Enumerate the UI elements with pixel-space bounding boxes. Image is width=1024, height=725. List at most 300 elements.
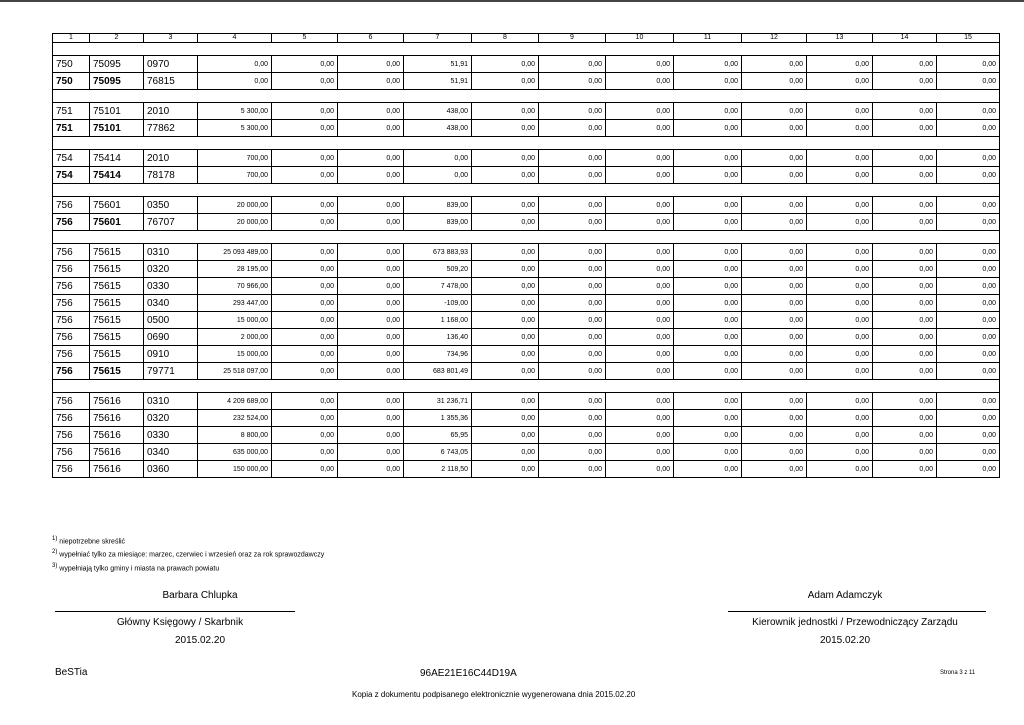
cell-amount: 0,00: [742, 363, 807, 380]
cell-amount: 0,00: [937, 150, 1000, 167]
table-row: [53, 150, 1000, 167]
table-row: [53, 56, 1000, 73]
cell-amount: 0,00: [742, 120, 807, 137]
cell-amount: 0,00: [272, 278, 338, 295]
cell-paragraph: 0910: [144, 346, 198, 363]
cell-amount: 0,00: [937, 214, 1000, 231]
cell-amount: 0,00: [606, 312, 674, 329]
table-row: [53, 444, 1000, 461]
cell-section: 756: [53, 261, 90, 278]
group-spacer: [53, 137, 1000, 150]
column-number: 14: [873, 34, 937, 43]
cell-amount: 0,00: [472, 103, 539, 120]
cell-amount: 0,00: [674, 261, 742, 278]
cell-amount: 0,00: [937, 329, 1000, 346]
table-row: [53, 197, 1000, 214]
cell-amount: 0,00: [807, 312, 873, 329]
table-row: [53, 103, 1000, 120]
cell-amount: 0,00: [472, 410, 539, 427]
cell-amount: 509,20: [404, 261, 472, 278]
cell-amount: 0,00: [539, 120, 606, 137]
cell-amount: 0,00: [674, 346, 742, 363]
cell-amount: 0,00: [272, 103, 338, 120]
cell-amount: 0,00: [873, 393, 937, 410]
cell-section: 750: [53, 56, 90, 73]
document-code: 96AE21E16C44D19A: [420, 668, 517, 679]
footnote: $^{2)}$ wypełniać tylko za miesiące: marzec, czerwiec i wrzesień oraz za rok sprawozdawczy: [52, 549, 325, 559]
cell-amount: 2 118,50: [404, 461, 472, 478]
cell-amount: 0,00: [937, 261, 1000, 278]
cell-amount: 0,00: [742, 410, 807, 427]
cell-paragraph: 0690: [144, 329, 198, 346]
cell-amount: 0,00: [606, 56, 674, 73]
cell-section: 756: [53, 312, 90, 329]
cell-paragraph: 0320: [144, 261, 198, 278]
column-number: 15: [937, 34, 1000, 43]
cell-amount: 0,00: [472, 120, 539, 137]
cell-amount: 0,00: [937, 444, 1000, 461]
cell-chapter: 75414: [90, 150, 144, 167]
cell-amount: 0,00: [873, 346, 937, 363]
cell-section: 756: [53, 329, 90, 346]
cell-chapter: 75615: [90, 295, 144, 312]
cell-amount: 0,00: [742, 295, 807, 312]
cell-amount: 0,00: [873, 329, 937, 346]
footnote: $^{1)}$ niepotrzebne skreślić: [52, 536, 126, 546]
cell-amount: 0,00: [606, 244, 674, 261]
cell-amount: 0,00: [539, 56, 606, 73]
cell-paragraph: 0330: [144, 427, 198, 444]
cell-amount: 0,00: [539, 312, 606, 329]
cell-amount: 0,00: [338, 103, 404, 120]
cell-amount: 0,00: [338, 346, 404, 363]
cell-amount: 0,00: [873, 150, 937, 167]
cell-amount: 0,00: [198, 73, 272, 90]
cell-section: 751: [53, 120, 90, 137]
cell-paragraph: 77862: [144, 120, 198, 137]
cell-paragraph: 0340: [144, 295, 198, 312]
column-number: 8: [472, 34, 539, 43]
cell-amount: 0,00: [539, 461, 606, 478]
footnote: $^{3)}$ wypełniają tylko gminy i miasta na prawach powiatu: [52, 562, 220, 572]
cell-amount: 0,00: [674, 244, 742, 261]
table-row: [53, 410, 1000, 427]
table-row-total: [53, 363, 1000, 380]
cell-amount: 0,00: [807, 261, 873, 278]
cell-amount: 0,00: [807, 346, 873, 363]
cell-amount: 0,00: [272, 346, 338, 363]
cell-amount: 0,00: [873, 410, 937, 427]
cell-amount: 438,00: [404, 103, 472, 120]
cell-amount: 0,00: [674, 214, 742, 231]
signer-left-date: 2015.02.20: [174, 635, 226, 646]
table-row: [53, 278, 1000, 295]
cell-amount: 0,00: [674, 56, 742, 73]
cell-amount: 0,00: [674, 312, 742, 329]
cell-amount: 0,00: [404, 150, 472, 167]
cell-amount: 0,00: [539, 103, 606, 120]
cell-amount: 0,00: [606, 120, 674, 137]
cell-amount: 0,00: [606, 363, 674, 380]
cell-amount: 0,00: [807, 393, 873, 410]
cell-amount: 0,00: [606, 261, 674, 278]
table-row: [53, 393, 1000, 410]
signer-left-role: Główny Księgowy / Skarbnik: [116, 617, 244, 628]
cell-paragraph: 76815: [144, 73, 198, 90]
table-row-total: [53, 167, 1000, 184]
cell-amount: 0,00: [742, 214, 807, 231]
cell-amount: 0,00: [873, 444, 937, 461]
cell-paragraph: 0360: [144, 461, 198, 478]
cell-amount: 8 800,00: [198, 427, 272, 444]
cell-amount: 150 000,00: [198, 461, 272, 478]
cell-amount: 293 447,00: [198, 295, 272, 312]
cell-amount: 0,00: [272, 312, 338, 329]
cell-amount: 0,00: [539, 329, 606, 346]
table-row: [53, 295, 1000, 312]
cell-amount: 0,00: [937, 393, 1000, 410]
cell-amount: 0,00: [606, 461, 674, 478]
cell-amount: 1 355,36: [404, 410, 472, 427]
column-number: 3: [144, 34, 198, 43]
cell-amount: 15 000,00: [198, 312, 272, 329]
cell-amount: 232 524,00: [198, 410, 272, 427]
cell-chapter: 75615: [90, 312, 144, 329]
cell-amount: 0,00: [742, 56, 807, 73]
cell-amount: 0,00: [338, 329, 404, 346]
cell-amount: 0,00: [404, 167, 472, 184]
signer-right-date: 2015.02.20: [819, 635, 871, 646]
cell-amount: 700,00: [198, 167, 272, 184]
cell-paragraph: 76707: [144, 214, 198, 231]
cell-amount: 0,00: [674, 461, 742, 478]
cell-amount: 0,00: [606, 427, 674, 444]
cell-paragraph: 0350: [144, 197, 198, 214]
cell-chapter: 75615: [90, 329, 144, 346]
cell-amount: 2 000,00: [198, 329, 272, 346]
cell-amount: 0,00: [674, 103, 742, 120]
cell-section: 756: [53, 278, 90, 295]
cell-amount: 839,00: [404, 214, 472, 231]
cell-section: 750: [53, 73, 90, 90]
cell-amount: 28 195,00: [198, 261, 272, 278]
column-number: 1: [53, 34, 90, 43]
cell-amount: 0,00: [674, 120, 742, 137]
cell-amount: 0,00: [606, 278, 674, 295]
signature-line-left: [55, 611, 295, 612]
cell-amount: 0,00: [338, 150, 404, 167]
cell-amount: 0,00: [272, 444, 338, 461]
cell-paragraph: 0310: [144, 244, 198, 261]
cell-amount: 51,91: [404, 56, 472, 73]
cell-amount: 0,00: [937, 363, 1000, 380]
cell-amount: 0,00: [807, 197, 873, 214]
cell-section: 756: [53, 393, 90, 410]
cell-amount: 0,00: [873, 261, 937, 278]
cell-amount: 0,00: [807, 73, 873, 90]
cell-amount: 0,00: [472, 346, 539, 363]
footnotes: [52, 534, 324, 574]
cell-amount: 0,00: [338, 56, 404, 73]
cell-amount: 0,00: [937, 73, 1000, 90]
cell-amount: 0,00: [937, 197, 1000, 214]
cell-amount: 31 236,71: [404, 393, 472, 410]
cell-amount: 0,00: [873, 167, 937, 184]
cell-section: 754: [53, 167, 90, 184]
cell-amount: 0,00: [539, 73, 606, 90]
cell-amount: 0,00: [807, 295, 873, 312]
cell-amount: 0,00: [742, 103, 807, 120]
cell-chapter: 75101: [90, 103, 144, 120]
cell-amount: 0,00: [606, 393, 674, 410]
cell-paragraph: 0970: [144, 56, 198, 73]
cell-amount: 0,00: [272, 461, 338, 478]
cell-amount: 0,00: [937, 278, 1000, 295]
cell-paragraph: 79771: [144, 363, 198, 380]
cell-amount: 51,91: [404, 73, 472, 90]
table-row-total: [53, 73, 1000, 90]
cell-amount: 0,00: [807, 214, 873, 231]
cell-section: 756: [53, 295, 90, 312]
column-number: 12: [742, 34, 807, 43]
cell-amount: 0,00: [539, 427, 606, 444]
cell-amount: 0,00: [272, 56, 338, 73]
cell-amount: 0,00: [539, 444, 606, 461]
cell-amount: 0,00: [742, 150, 807, 167]
cell-amount: 0,00: [606, 167, 674, 184]
signature-line-right: [728, 611, 986, 612]
cell-amount: 0,00: [338, 214, 404, 231]
cell-amount: 0,00: [742, 197, 807, 214]
cell-section: 751: [53, 103, 90, 120]
cell-amount: 0,00: [873, 312, 937, 329]
cell-amount: 839,00: [404, 197, 472, 214]
cell-chapter: 75616: [90, 410, 144, 427]
cell-amount: 0,00: [937, 346, 1000, 363]
cell-amount: 0,00: [807, 56, 873, 73]
table-row: [53, 346, 1000, 363]
cell-amount: 0,00: [272, 73, 338, 90]
group-spacer: [53, 43, 1000, 56]
cell-amount: 0,00: [472, 244, 539, 261]
cell-amount: 0,00: [539, 197, 606, 214]
cell-amount: 0,00: [472, 329, 539, 346]
cell-amount: 683 801,49: [404, 363, 472, 380]
cell-amount: 20 000,00: [198, 214, 272, 231]
cell-chapter: 75615: [90, 363, 144, 380]
cell-amount: 0,00: [606, 295, 674, 312]
cell-section: 756: [53, 427, 90, 444]
cell-amount: 25 518 097,00: [198, 363, 272, 380]
cell-paragraph: 78178: [144, 167, 198, 184]
cell-amount: 0,00: [742, 393, 807, 410]
cell-amount: 4 209 689,00: [198, 393, 272, 410]
cell-amount: 1 168,00: [404, 312, 472, 329]
column-number: 7: [404, 34, 472, 43]
cell-paragraph: 0340: [144, 444, 198, 461]
cell-amount: 0,00: [937, 312, 1000, 329]
cell-section: 756: [53, 461, 90, 478]
cell-section: 756: [53, 363, 90, 380]
cell-amount: 0,00: [807, 120, 873, 137]
cell-amount: 0,00: [539, 150, 606, 167]
cell-amount: 0,00: [674, 427, 742, 444]
cell-paragraph: 0330: [144, 278, 198, 295]
cell-amount: 0,00: [606, 214, 674, 231]
cell-amount: 0,00: [338, 393, 404, 410]
cell-amount: 0,00: [674, 295, 742, 312]
cell-amount: 0,00: [472, 150, 539, 167]
cell-section: 756: [53, 214, 90, 231]
cell-paragraph: 0500: [144, 312, 198, 329]
cell-section: 756: [53, 410, 90, 427]
cell-amount: 0,00: [272, 197, 338, 214]
cell-amount: 0,00: [472, 214, 539, 231]
cell-amount: 0,00: [674, 444, 742, 461]
cell-amount: 0,00: [807, 167, 873, 184]
cell-amount: 0,00: [338, 312, 404, 329]
column-number: 9: [539, 34, 606, 43]
cell-amount: 0,00: [937, 167, 1000, 184]
cell-chapter: 75414: [90, 167, 144, 184]
cell-amount: 0,00: [674, 393, 742, 410]
cell-chapter: 75095: [90, 73, 144, 90]
cell-amount: 0,00: [338, 244, 404, 261]
cell-amount: 0,00: [742, 461, 807, 478]
cell-amount: 0,00: [272, 214, 338, 231]
cell-amount: 0,00: [338, 295, 404, 312]
cell-amount: 0,00: [807, 278, 873, 295]
cell-amount: 0,00: [937, 56, 1000, 73]
cell-amount: 0,00: [674, 150, 742, 167]
column-number: 6: [338, 34, 404, 43]
cell-amount: 0,00: [873, 103, 937, 120]
cell-amount: 673 883,93: [404, 244, 472, 261]
cell-amount: 0,00: [338, 261, 404, 278]
cell-amount: 0,00: [873, 461, 937, 478]
column-number: 4: [198, 34, 272, 43]
cell-amount: 0,00: [272, 427, 338, 444]
group-spacer: [53, 231, 1000, 244]
cell-amount: 0,00: [338, 120, 404, 137]
table-row-total: [53, 120, 1000, 137]
cell-amount: 0,00: [873, 214, 937, 231]
cell-amount: 0,00: [937, 410, 1000, 427]
cell-amount: 0,00: [937, 244, 1000, 261]
column-number-header: [53, 34, 1000, 43]
cell-amount: 0,00: [539, 261, 606, 278]
cell-amount: 0,00: [338, 167, 404, 184]
table-row: [53, 427, 1000, 444]
cell-amount: 0,00: [873, 197, 937, 214]
cell-amount: 0,00: [606, 197, 674, 214]
cell-section: 756: [53, 444, 90, 461]
cell-paragraph: 2010: [144, 103, 198, 120]
cell-amount: 0,00: [674, 410, 742, 427]
cell-amount: 0,00: [338, 278, 404, 295]
cell-amount: 0,00: [873, 120, 937, 137]
cell-amount: 0,00: [807, 444, 873, 461]
cell-amount: 6 743,05: [404, 444, 472, 461]
cell-amount: 0,00: [472, 167, 539, 184]
cell-amount: 0,00: [742, 329, 807, 346]
cell-amount: 0,00: [472, 261, 539, 278]
cell-amount: 0,00: [873, 73, 937, 90]
cell-amount: 0,00: [338, 461, 404, 478]
cell-amount: 0,00: [272, 410, 338, 427]
cell-amount: 0,00: [338, 363, 404, 380]
cell-chapter: 75616: [90, 461, 144, 478]
cell-amount: 0,00: [539, 295, 606, 312]
cell-amount: 0,00: [272, 261, 338, 278]
cell-amount: 0,00: [472, 197, 539, 214]
table-row: [53, 312, 1000, 329]
cell-chapter: 75095: [90, 56, 144, 73]
cell-amount: 0,00: [472, 56, 539, 73]
cell-amount: 0,00: [472, 427, 539, 444]
software-name: BeSTia: [55, 667, 88, 678]
cell-amount: 0,00: [606, 346, 674, 363]
cell-amount: 0,00: [338, 444, 404, 461]
cell-amount: 0,00: [937, 427, 1000, 444]
cell-amount: 0,00: [338, 73, 404, 90]
cell-amount: 0,00: [873, 363, 937, 380]
copy-note: Kopia z dokumentu podpisanego elektronicznie wygenerowana dnia 2015.02.20: [352, 690, 636, 699]
cell-amount: 0,00: [742, 444, 807, 461]
cell-amount: 0,00: [742, 73, 807, 90]
cell-amount: 0,00: [674, 363, 742, 380]
group-spacer: [53, 380, 1000, 393]
cell-chapter: 75616: [90, 444, 144, 461]
cell-amount: 15 000,00: [198, 346, 272, 363]
cell-amount: 0,00: [472, 393, 539, 410]
cell-amount: 0,00: [272, 295, 338, 312]
cell-section: 756: [53, 346, 90, 363]
cell-amount: 0,00: [338, 197, 404, 214]
cell-amount: 0,00: [198, 56, 272, 73]
cell-amount: 0,00: [807, 150, 873, 167]
cell-paragraph: 0320: [144, 410, 198, 427]
cell-amount: 20 000,00: [198, 197, 272, 214]
cell-amount: 0,00: [472, 278, 539, 295]
cell-chapter: 75615: [90, 346, 144, 363]
cell-amount: 0,00: [674, 73, 742, 90]
cell-amount: 0,00: [807, 363, 873, 380]
column-number: 10: [606, 34, 674, 43]
cell-amount: 0,00: [742, 427, 807, 444]
cell-amount: 0,00: [272, 363, 338, 380]
cell-amount: 0,00: [807, 461, 873, 478]
cell-amount: 700,00: [198, 150, 272, 167]
cell-amount: 0,00: [606, 329, 674, 346]
cell-amount: 0,00: [873, 427, 937, 444]
cell-amount: 635 000,00: [198, 444, 272, 461]
cell-amount: 0,00: [472, 461, 539, 478]
table-row: [53, 244, 1000, 261]
cell-amount: 0,00: [873, 278, 937, 295]
cell-amount: 25 093 489,00: [198, 244, 272, 261]
cell-amount: 0,00: [674, 167, 742, 184]
cell-amount: 0,00: [338, 427, 404, 444]
cell-amount: 0,00: [272, 150, 338, 167]
cell-amount: 0,00: [472, 73, 539, 90]
cell-amount: 0,00: [742, 278, 807, 295]
column-number: 13: [807, 34, 873, 43]
cell-amount: 136,40: [404, 329, 472, 346]
cell-amount: 0,00: [272, 393, 338, 410]
cell-amount: 438,00: [404, 120, 472, 137]
cell-amount: 0,00: [539, 214, 606, 231]
